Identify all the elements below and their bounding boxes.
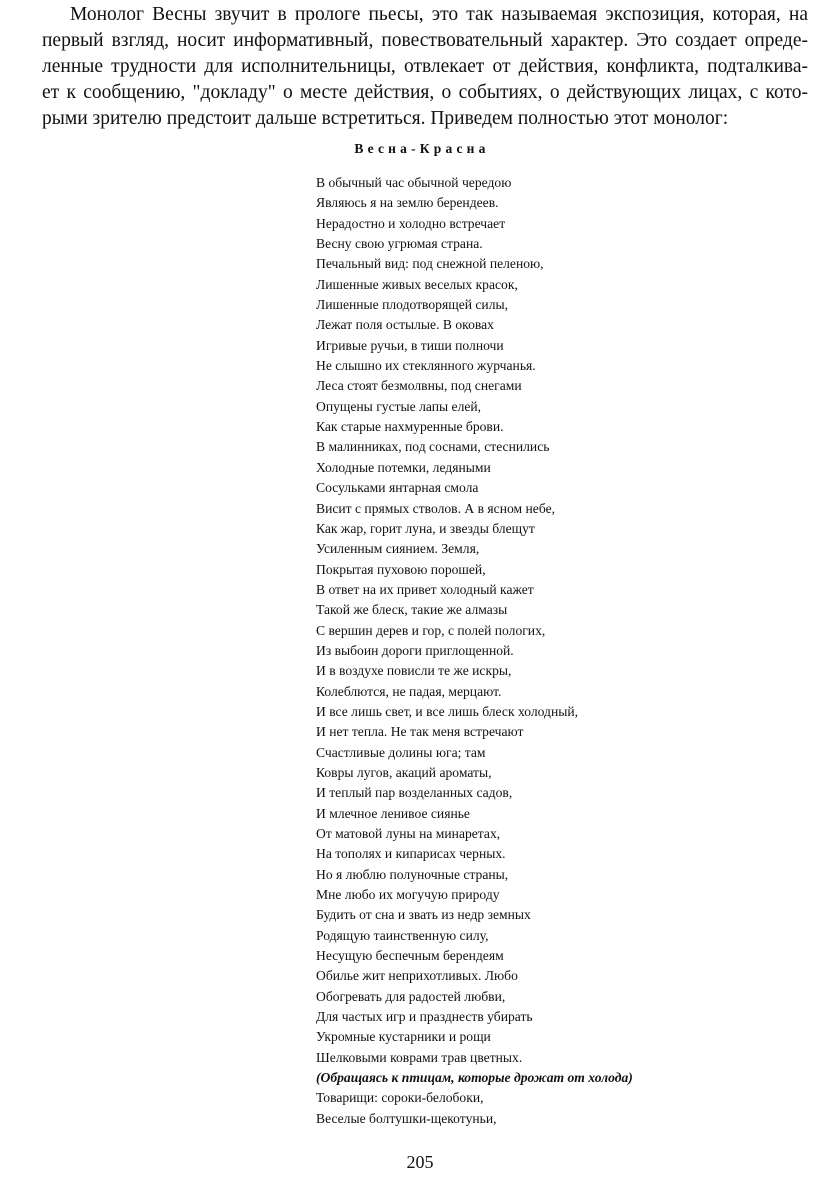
poem-line: Как жар, горит луна, и звезды блещут (316, 520, 535, 536)
poem-line: Игривые ручьи, в тиши полночи (316, 337, 504, 353)
poem-line: На тополях и кипарисах черных. (316, 846, 506, 862)
intro-line: ет к сообщению, "докладу" о месте действия, о событиях, о действующих лицах, с кото- (42, 82, 808, 103)
intro-line: рыми зрителю предстоит дальше встретиться. Приведем полностью этот монолог: (42, 108, 729, 129)
poem-line: В малинниках, под соснами, стеснились (316, 439, 550, 455)
stage-direction: (Обращаясь к птицам, которые дрожат от холода) (316, 1070, 633, 1086)
poem-line: Не слышно их стеклянного журчанья. (316, 358, 536, 374)
poem-line: Опущены густые лапы елей, (316, 398, 482, 414)
poem-line: И в воздухе повисли те же искры, (316, 663, 512, 679)
intro-line: ленные трудности для исполнительницы, отвлекает от действия, конфликта, подталкива- (42, 56, 808, 77)
poem-line: Несущую беспечным берендеям (316, 948, 504, 964)
poem-line: Леса стоят безмолвны, под снегами (316, 378, 522, 394)
poem-line: Для частых игр и празднеств убирать (316, 1009, 533, 1025)
poem-line: Как старые нахмуренные брови. (316, 419, 504, 435)
poem-line: Лежат поля остылые. В оковах (316, 317, 494, 333)
poem-line: Весну свою угрюмая страна. (316, 236, 483, 252)
poem-line: Покрытая пуховою порошей, (316, 561, 486, 577)
poem-line: Лишенные живых веселых красок, (316, 276, 518, 292)
poem-line: С вершин дерев и гор, с полей пологих, (316, 622, 546, 638)
poem-line: И все лишь свет, и все лишь блеск холодный, (316, 703, 579, 719)
poem-line: Товарищи: сороки-белобоки, (316, 1090, 484, 1106)
poem-line: Печальный вид: под снежной пеленою, (316, 256, 544, 272)
poem-line: От матовой луны на минаретах, (316, 826, 501, 841)
poem-line: Обилье жит неприхотливых. Любо (316, 968, 518, 984)
poem-line: Усиленным сиянием. Земля, (316, 541, 480, 557)
poem-line: Холодные потемки, ледяными (316, 459, 491, 475)
poem-title: Весна-Красна (354, 141, 490, 156)
poem-line: Но я люблю полуночные страны, (316, 866, 509, 882)
poem-line: Лишенные плодотворящей силы, (316, 297, 509, 313)
poem-line: И млечное ленивое сиянье (316, 805, 470, 821)
poem-line: В обычный час обычной чередою (316, 175, 512, 190)
intro-paragraph (42, 2, 808, 132)
poem-line: Являюсь я на землю берендеев. (316, 195, 499, 211)
page-number: 205 (406, 1152, 434, 1172)
intro-line: Монолог Весны звучит в прологе пьесы, это так называемая экспозиция, которая, на (70, 4, 808, 25)
poem-line: И теплый пар возделанных садов, (316, 785, 513, 801)
poem-line: Ковры лугов, акаций ароматы, (316, 764, 492, 780)
poem-line: Веселые болтушки-щекотуньи, (316, 1110, 497, 1126)
poem-line: Родящую таинственную силу, (316, 927, 489, 943)
poem-line: Колеблются, не падая, мерцают. (316, 683, 502, 699)
poem-line: Счастливые долины юга; там (316, 744, 486, 760)
poem-line: В ответ на их привет холодный кажет (316, 581, 534, 597)
poem-line: Обогревать для радостей любви, (316, 988, 506, 1004)
poem-line: Укромные кустарники и рощи (316, 1029, 491, 1045)
poem-line: Из выбоин дороги приглощенной. (316, 642, 514, 658)
poem-line: Будить от сна и звать из недр земных (316, 907, 531, 923)
poem-line: Нерадостно и холодно встречает (316, 215, 506, 231)
intro-line: первый взгляд, носит информативный, повествовательный характер. Это создает опреде- (42, 30, 808, 51)
poem-line: И нет тепла. Не так меня встречают (316, 724, 524, 740)
poem-line: Такой же блеск, такие же алмазы (316, 602, 508, 618)
poem-line: Шелковыми коврами трав цветных. (316, 1049, 523, 1065)
poem-line: Сосульками янтарная смола (316, 480, 479, 496)
poem-line: Мне любо их могучую природу (316, 887, 500, 903)
poem-text (316, 173, 633, 1129)
poem-line: Висит с прямых стволов. А в ясном небе, (316, 500, 555, 516)
